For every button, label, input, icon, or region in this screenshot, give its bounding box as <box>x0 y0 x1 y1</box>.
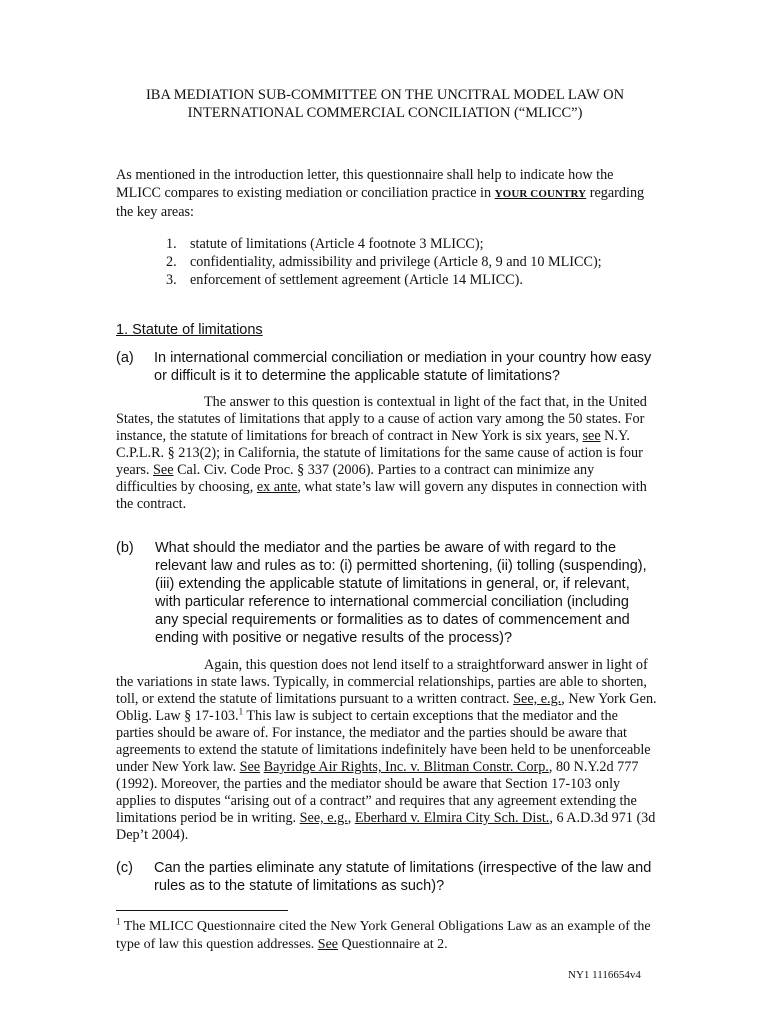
title-line-1: IBA MEDIATION SUB-COMMITTEE ON THE UNCITRAL MODEL LAW ON <box>145 87 625 103</box>
question-label: (b) <box>116 540 134 556</box>
question-a <box>116 349 656 385</box>
list-item-text: confidentiality, admissibility and privilege (Article 8, 9 and 10 MLICC); <box>190 254 602 270</box>
emphasis-term: ex ante <box>256 479 298 495</box>
list-item <box>166 253 646 271</box>
answer-text: , what state’s law will govern any disputes in connection with the contract. <box>116 479 647 512</box>
section-heading: 1. Statute of limitations <box>116 322 263 338</box>
citation-signal: See <box>153 462 174 478</box>
case-citation: Bayridge Air Rights, Inc. v. Blitman Constr. Corp. <box>263 759 549 775</box>
question-text: In international commercial conciliation or mediation in your country how easy or difficult is it to determine the applicable statute of limitations? <box>154 350 652 384</box>
answer-text: , <box>347 810 355 826</box>
question-text: What should the mediator and the parties be aware of with regard to the relevant law and rules as to: (i) permitted shortening, (ii) tolling (suspending), (iii) extending the applicable statute of limitations in general, or, if relevant, with particular reference to international commercial conciliation (including any special requirements or formalities as to dates of commencement and ending with positive or negative results of the process)? <box>155 540 647 646</box>
intro-text-after: regarding the key areas: <box>116 185 645 220</box>
answer-text: , New York Gen. Oblig. Law § 17-103. <box>116 691 657 724</box>
answer-text: Again, this question does not lend itself to a straightforward answer in light of the variations in state laws. Typically, in commercial relationships, parties are able to shorten, toll, or extend the statute of limitations pursuant to a written contract. <box>116 657 648 707</box>
intro-paragraph <box>116 166 656 221</box>
citation-signal: See, e.g. <box>513 691 562 707</box>
answer-text: , 80 N.Y.2d 777 (1992). Moreover, the parties and the mediator should be aware that Section 17-103 only applies to disputes “arising out of a contract” and requires that any agreement extending the limitations period be in writing. <box>116 759 639 826</box>
citation-signal: See <box>317 937 339 952</box>
list-item <box>166 271 646 289</box>
answer-text: This law is subject to certain exceptions that the mediator and the parties should be aware of. For instance, the mediator and the parties should be aware that agreements to extend the statute of limitations indefinitely have been held to be unenforceable under New York law. <box>116 708 651 775</box>
answer-text: N.Y. C.P.L.R. § 213(2); in California, the statute of limitations for the same cause of action is four years. <box>116 428 643 478</box>
question-text: Can the parties eliminate any statute of limitations (irrespective of the law and rules as to the statute of limitations as such)? <box>154 860 652 894</box>
question-label: (a) <box>116 350 134 366</box>
answer-text: Cal. Civ. Code Proc. § 337 (2006). Parties to a contract can minimize any difficulties by choosing, <box>116 462 595 495</box>
footnote-text: The MLICC Questionnaire cited the New York General Obligations Law as an example of the type of law this question addresses. <box>116 919 651 952</box>
list-item <box>166 235 646 253</box>
citation-signal: see <box>582 428 601 444</box>
document-title <box>100 86 670 122</box>
key-areas-list <box>166 235 646 289</box>
question-b <box>116 539 656 647</box>
title-line-2: INTERNATIONAL COMMERCIAL CONCILIATION (“MLICC”) <box>187 105 583 121</box>
footnote-number: 1 <box>116 916 121 927</box>
list-item-text: enforcement of settlement agreement (Article 14 MLICC). <box>190 272 523 288</box>
intro-text-before: As mentioned in the introduction letter, this questionnaire shall help to indicate how the MLICC compares to existing mediation or conciliation practice in <box>116 167 614 201</box>
footnote <box>116 918 656 954</box>
footnote-text: Questionnaire at 2. <box>338 937 448 952</box>
list-item-number: 2. <box>166 254 177 270</box>
document-id: NY1 1116654v4 <box>568 969 641 981</box>
answer-text: , 6 A.D.3d 971 (3d Dep’t 2004). <box>116 810 656 843</box>
list-item-number: 3. <box>166 272 177 288</box>
answer-text: The answer to this question is contextual in light of the fact that, in the United States, the statutes of limitations that apply to a cause of action vary among the 50 states. For instance, the statute of limitations for breach of contract in New York is six years, <box>116 394 647 444</box>
footnote-reference: 1 <box>238 706 244 717</box>
citation-signal: See, e.g. <box>299 810 348 826</box>
answer-a-paragraph <box>116 394 658 513</box>
question-c <box>116 859 656 895</box>
your-country-label: YOUR COUNTRY <box>494 188 587 200</box>
list-item-text: statute of limitations (Article 4 footnote 3 MLICC); <box>190 236 484 252</box>
list-item-number: 1. <box>166 236 177 252</box>
citation-signal: See <box>239 759 261 775</box>
question-label: (c) <box>116 860 133 876</box>
footnote-divider <box>116 910 288 911</box>
case-citation: Eberhard v. Elmira City Sch. Dist. <box>354 810 550 826</box>
answer-b-paragraph <box>116 657 658 844</box>
